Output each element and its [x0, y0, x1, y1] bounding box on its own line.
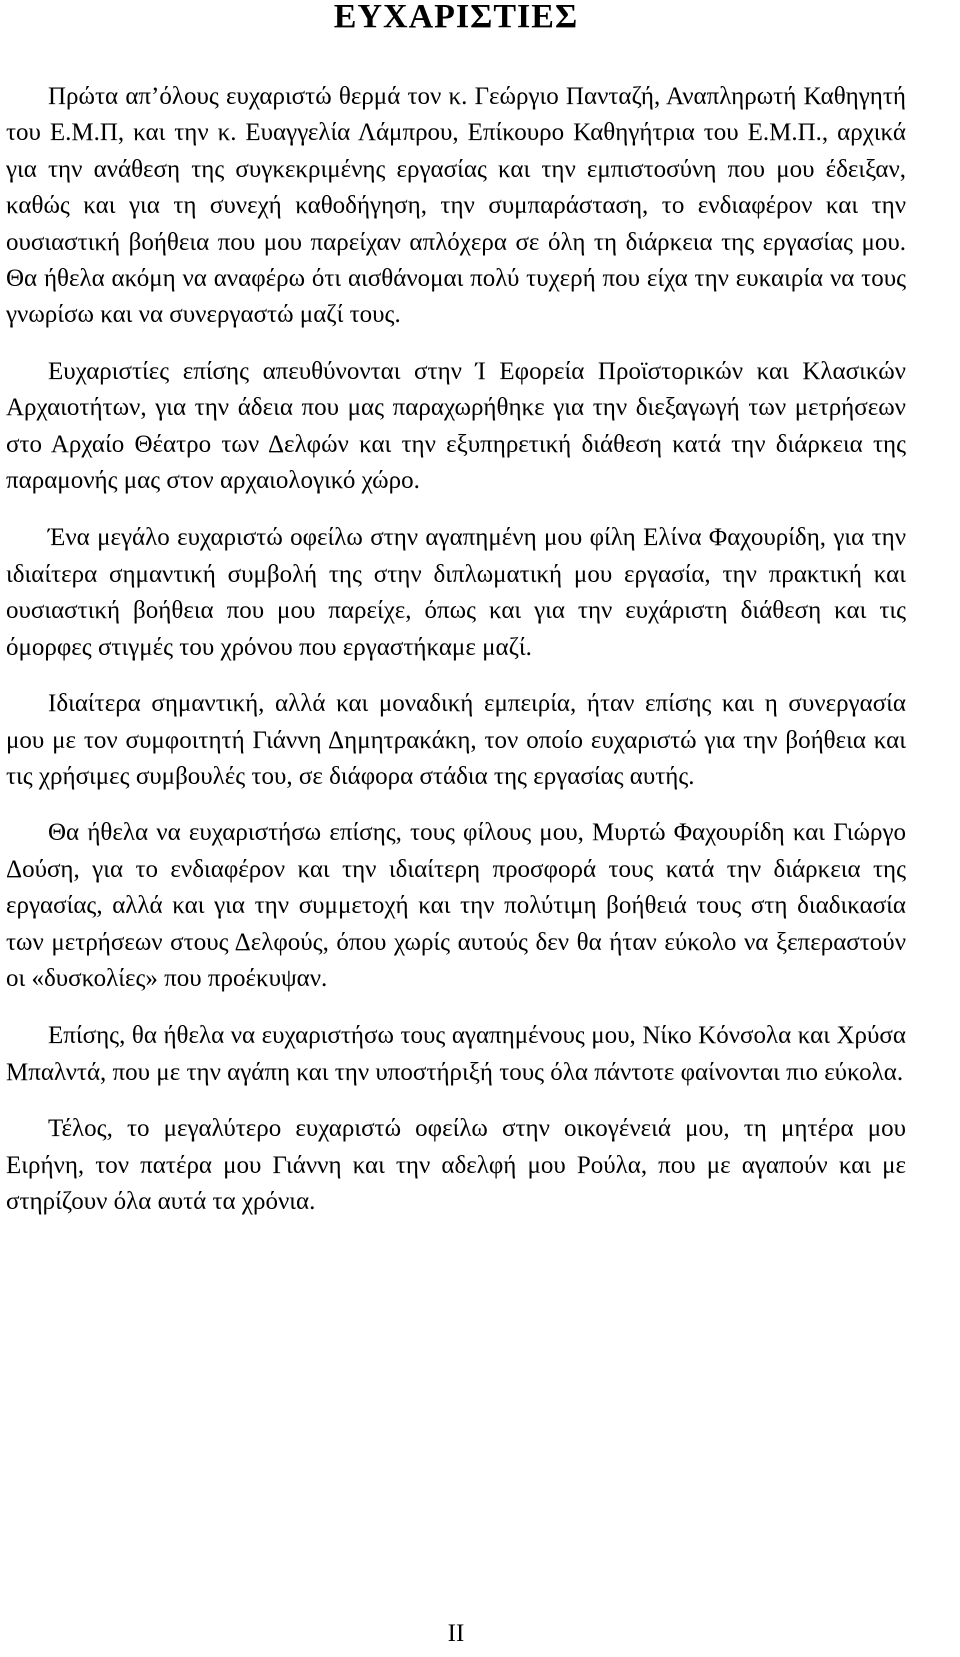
paragraph-thanks-classmate: Ιδιαίτερα σημαντική, αλλά και μοναδική εμπειρία, ήταν επίσης και η συνεργασία μου με τον συμφοιτητή Γιάννη Δημητρακάκη, τον οποίο ευχαριστώ για την βοήθεια και τις χρήσιμες συμβουλές του, σε διάφορα στάδια της εργασίας αυτής.: [6, 690, 906, 790]
page-title: ΕΥΧΑΡΙΣΤΙΕΣ: [333, 0, 579, 35]
paragraph-thanks-ephorate: Ευχαριστίες επίσης απευθύνονται στην Ί Εφορεία Προϊστορικών και Κλασικών Αρχαιοτήτων, για την άδεια που μας παραχωρήθηκε για την διεξαγωγή των μετρήσεων στο Αρχαίο Θέατρο των Δελφών και την εξυπηρετική διάθεση κατά την διάρκεια της παραμονής μας στον αρχαιολογικό χώρο.: [6, 357, 906, 495]
page-number: II: [447, 1620, 465, 1647]
paragraph-thanks-friend: Ένα μεγάλο ευχαριστώ οφείλω στην αγαπημένη μου φίλη Ελίνα Φαχουρίδη, για την ιδιαίτερα σημαντική συμβολή της στην διπλωματική μου εργασία, την πρακτική και ουσιαστική βοήθεια που μου παρείχε, όπως και για την ευχάριστη διάθεση και τις όμορφες στιγμές του χρόνου που εργαστήκαμε μαζί.: [6, 524, 906, 661]
paragraph-thanks-supervisors: Πρώτα απ’όλους ευχαριστώ θερμά τον κ. Γεώργιο Πανταζή, Αναπληρωτή Καθηγητή του Ε.Μ.Π, και την κ. Ευαγγελία Λάμπρου, Επίκουρο Καθηγήτρια του Ε.Μ.Π., αρχικά για την ανάθεση της συγκεκριμένης εργασίας και την εμπιστοσύνη που μου έδειξαν, καθώς και για τη συνεχή καθοδήγηση, την συμπαράσταση, το ενδιαφέρον και την ουσιαστική βοήθεια που μου παρείχαν απλόχερα σε όλη τη διάρκεια της εργασίας μου. Θα ήθελα ακόμη να αναφέρω ότι αισθάνομαι πολύ τυχερή που είχα την ευκαιρία να τους γνωρίσω και να συνεργαστώ μαζί τους.: [6, 83, 906, 329]
paragraph-thanks-family: Τέλος, το μεγαλύτερο ευχαριστώ οφείλω στην οικογένειά μου, τη μητέρα μου Ειρήνη, τον πατέρα μου Γιάννη και την αδελφή μου Ρούλα, που με αγαπούν και με στηρίζουν όλα αυτά τα χρόνια.: [6, 1115, 906, 1215]
paragraph-thanks-friends: Θα ήθελα να ευχαριστήσω επίσης, τους φίλους μου, Μυρτώ Φαχουρίδη και Γιώργο Δούση, για το ενδιαφέρον και την ιδιαίτερη προσφορά τους κατά την διάρκεια της εργασίας, αλλά και για την συμμετοχή και την πολύτιμη βοήθειά τους στη διαδικασία των μετρήσεων στους Δελφούς, όπου χωρίς αυτούς δεν θα ήταν εύκολο να ξεπεραστούν οι «δυσκολίες» που προέκυψαν.: [6, 819, 906, 992]
document-page: [6, 0, 906, 1647]
paragraph-thanks-loved-ones: Επίσης, θα ήθελα να ευχαριστήσω τους αγαπημένους μου, Νίκο Κόνσολα και Χρύσα Μπαλντά, που με την αγάπη και την υποστήριξή τους όλα πάντοτε φαίνονται πιο εύκολα.: [6, 1022, 906, 1086]
